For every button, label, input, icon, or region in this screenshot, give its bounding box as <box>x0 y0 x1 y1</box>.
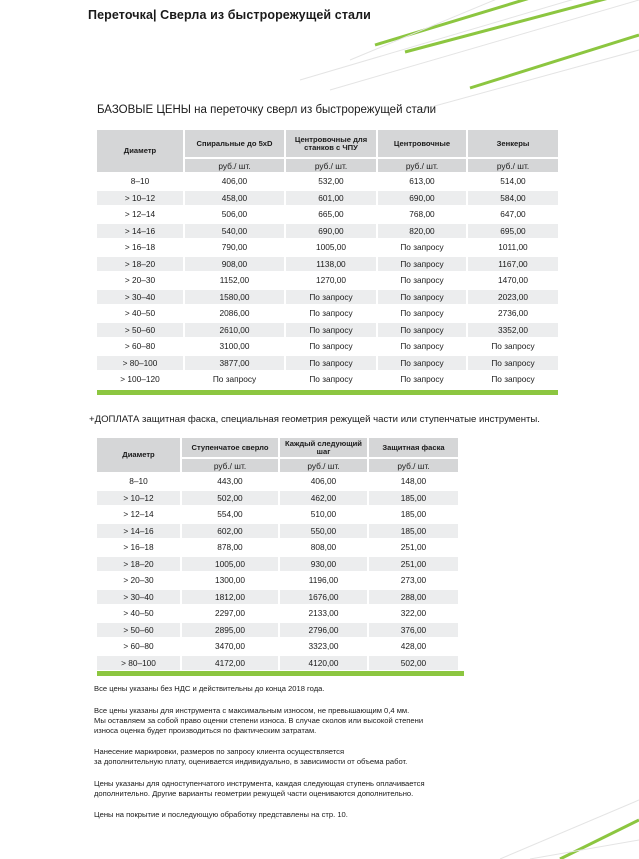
unit-label: руб./ шт. <box>468 159 558 172</box>
table-row <box>97 656 458 671</box>
table-row <box>97 606 458 621</box>
diameter-cell: > 100–120 <box>97 372 183 387</box>
price-cell: 406,00 <box>280 474 367 489</box>
price-cell: 1270,00 <box>286 273 376 288</box>
surcharge-table <box>95 436 460 672</box>
price-cell: 690,00 <box>378 191 466 206</box>
price-cell: 251,00 <box>369 540 458 555</box>
base-prices-table <box>95 128 560 389</box>
table-row <box>97 491 458 506</box>
col-countersink: Зенкеры <box>468 130 558 157</box>
price-cell: 406,00 <box>185 174 284 189</box>
price-cell: 540,00 <box>185 224 284 239</box>
price-cell: 3352,00 <box>468 323 558 338</box>
diameter-cell: > 50–60 <box>97 623 180 638</box>
green-divider <box>97 390 558 395</box>
table-row <box>97 290 558 305</box>
diameter-cell: > 14–16 <box>97 224 183 239</box>
table-row <box>97 240 558 255</box>
price-cell: По запросу <box>378 339 466 354</box>
price-cell: 2610,00 <box>185 323 284 338</box>
col-chamfer: Защитная фаска <box>369 438 458 457</box>
table-row <box>97 323 558 338</box>
price-cell: 3877,00 <box>185 356 284 371</box>
price-cell: 1196,00 <box>280 573 367 588</box>
table-row <box>97 273 558 288</box>
price-cell: 554,00 <box>182 507 278 522</box>
price-cell: 3323,00 <box>280 639 367 654</box>
green-divider <box>97 671 464 676</box>
price-cell: 1011,00 <box>468 240 558 255</box>
price-cell: По запросу <box>286 372 376 387</box>
price-cell: 428,00 <box>369 639 458 654</box>
price-cell: 2023,00 <box>468 290 558 305</box>
price-cell: По запросу <box>286 356 376 371</box>
table-row <box>97 356 558 371</box>
price-cell: По запросу <box>378 273 466 288</box>
price-cell: 514,00 <box>468 174 558 189</box>
unit-label: руб./ шт. <box>182 459 278 472</box>
price-cell: По запросу <box>378 372 466 387</box>
diameter-cell: > 16–18 <box>97 540 180 555</box>
price-cell: По запросу <box>468 356 558 371</box>
note-paragraph: Цены на покрытие и последующую обработку представлены на стр. 10. <box>94 810 348 819</box>
diameter-cell: > 14–16 <box>97 524 180 539</box>
table-row <box>97 557 458 572</box>
diameter-cell: > 18–20 <box>97 257 183 272</box>
diameter-cell: > 80–100 <box>97 656 180 671</box>
price-cell: 930,00 <box>280 557 367 572</box>
col-step-drill: Ступенчатое сверло <box>182 438 278 457</box>
table-row <box>97 507 458 522</box>
price-cell: 3100,00 <box>185 339 284 354</box>
price-cell: 2895,00 <box>182 623 278 638</box>
price-cell: По запросу <box>378 257 466 272</box>
price-cell: 502,00 <box>369 656 458 671</box>
price-cell: 584,00 <box>468 191 558 206</box>
table-row <box>97 590 458 605</box>
base-prices-title: БАЗОВЫЕ ЦЕНЫ на переточку сверл из быстрорежущей стали <box>97 104 437 116</box>
table-row <box>97 174 558 189</box>
price-cell: 1470,00 <box>468 273 558 288</box>
table-row <box>97 639 458 654</box>
price-cell: 790,00 <box>185 240 284 255</box>
price-cell: 2086,00 <box>185 306 284 321</box>
price-cell: 462,00 <box>280 491 367 506</box>
table-row <box>97 224 558 239</box>
price-cell: По запросу <box>286 339 376 354</box>
col-center: Центровочные <box>378 130 466 157</box>
table-row <box>97 474 458 489</box>
diameter-cell: > 12–14 <box>97 507 180 522</box>
table-row <box>97 191 558 206</box>
price-cell: 2297,00 <box>182 606 278 621</box>
col-spiral: Спиральные до 5xD <box>185 130 284 157</box>
price-cell: 2133,00 <box>280 606 367 621</box>
table-row <box>97 524 458 539</box>
price-cell: 1005,00 <box>286 240 376 255</box>
diameter-cell: > 10–12 <box>97 491 180 506</box>
diameter-cell: 8–10 <box>97 474 180 489</box>
price-cell: 288,00 <box>369 590 458 605</box>
price-cell: 1812,00 <box>182 590 278 605</box>
price-cell: 251,00 <box>369 557 458 572</box>
price-cell: 602,00 <box>182 524 278 539</box>
table-row <box>97 339 558 354</box>
price-cell: 665,00 <box>286 207 376 222</box>
table-row <box>97 257 558 272</box>
unit-label: руб./ шт. <box>378 159 466 172</box>
diameter-cell: > 30–40 <box>97 590 180 605</box>
price-cell: 2796,00 <box>280 623 367 638</box>
diameter-cell: > 80–100 <box>97 356 183 371</box>
diameter-cell: > 50–60 <box>97 323 183 338</box>
price-cell: 2736,00 <box>468 306 558 321</box>
price-cell: По запросу <box>286 290 376 305</box>
price-cell: 820,00 <box>378 224 466 239</box>
price-cell: 768,00 <box>378 207 466 222</box>
price-cell: По запросу <box>286 323 376 338</box>
diameter-cell: > 12–14 <box>97 207 183 222</box>
page-title: Переточка| Сверла из быстрорежущей стали <box>88 8 371 22</box>
col-center-cnc: Центровочные для станков с ЧПУ <box>286 130 376 157</box>
price-cell: 908,00 <box>185 257 284 272</box>
price-cell: 443,00 <box>182 474 278 489</box>
price-cell: 1580,00 <box>185 290 284 305</box>
price-cell: 690,00 <box>286 224 376 239</box>
diameter-cell: > 40–50 <box>97 606 180 621</box>
surcharge-title: +ДОПЛАТА защитная фаска, специальная геометрия режущей части или ступенчатые инструменты. <box>89 414 540 425</box>
note-paragraph: Нанесение маркировки, размеров по запросу клиента осуществляется за дополнительную плату, оценивается индивидуально, в зависимости от объема работ. <box>94 747 408 766</box>
price-cell: 647,00 <box>468 207 558 222</box>
price-cell: По запросу <box>378 240 466 255</box>
price-cell: По запросу <box>378 356 466 371</box>
price-cell: 613,00 <box>378 174 466 189</box>
price-cell: 601,00 <box>286 191 376 206</box>
price-cell: 185,00 <box>369 491 458 506</box>
price-cell: 1152,00 <box>185 273 284 288</box>
table-row <box>97 207 558 222</box>
diameter-cell: > 18–20 <box>97 557 180 572</box>
col-diameter: Диаметр <box>97 438 180 472</box>
notes <box>94 684 514 832</box>
price-cell: По запросу <box>378 290 466 305</box>
col-next-step: Каждый следующий шаг <box>280 438 367 457</box>
diameter-cell: > 30–40 <box>97 290 183 305</box>
price-cell: 550,00 <box>280 524 367 539</box>
price-cell: 695,00 <box>468 224 558 239</box>
diameter-cell: > 10–12 <box>97 191 183 206</box>
price-cell: 1138,00 <box>286 257 376 272</box>
table-row <box>97 623 458 638</box>
price-cell: 1005,00 <box>182 557 278 572</box>
diameter-cell: > 20–30 <box>97 273 183 288</box>
diameter-cell: > 60–80 <box>97 639 180 654</box>
price-cell: По запросу <box>185 372 284 387</box>
price-cell: 878,00 <box>182 540 278 555</box>
price-cell: 532,00 <box>286 174 376 189</box>
price-cell: 3470,00 <box>182 639 278 654</box>
price-cell: 4172,00 <box>182 656 278 671</box>
price-cell: 502,00 <box>182 491 278 506</box>
price-cell: 148,00 <box>369 474 458 489</box>
price-cell: 510,00 <box>280 507 367 522</box>
price-cell: 1676,00 <box>280 590 367 605</box>
price-cell: 506,00 <box>185 207 284 222</box>
unit-label: руб./ шт. <box>369 459 458 472</box>
table-row <box>97 306 558 321</box>
diameter-cell: > 40–50 <box>97 306 183 321</box>
price-cell: По запросу <box>286 306 376 321</box>
table-row <box>97 372 558 387</box>
price-cell: 376,00 <box>369 623 458 638</box>
note-paragraph: Все цены указаны без НДС и действительны до конца 2018 года. <box>94 684 325 693</box>
price-cell: 1300,00 <box>182 573 278 588</box>
price-cell: По запросу <box>378 323 466 338</box>
price-cell: 4120,00 <box>280 656 367 671</box>
unit-label: руб./ шт. <box>185 159 284 172</box>
price-cell: 273,00 <box>369 573 458 588</box>
diameter-cell: 8–10 <box>97 174 183 189</box>
price-cell: По запросу <box>468 339 558 354</box>
note-paragraph: Все цены указаны для инструмента с максимальным износом, не превышающим 0,4 мм. Мы оставляем за собой право оценки степени износа. В случае сколов или высокой степени износа оценка будет производиться по фактическим затратам. <box>94 705 424 735</box>
price-cell: 808,00 <box>280 540 367 555</box>
diameter-cell: > 20–30 <box>97 573 180 588</box>
price-cell: 185,00 <box>369 507 458 522</box>
diameter-cell: > 16–18 <box>97 240 183 255</box>
unit-label: руб./ шт. <box>280 459 367 472</box>
unit-label: руб./ шт. <box>286 159 376 172</box>
table-row <box>97 573 458 588</box>
table-row <box>97 540 458 555</box>
price-cell: 185,00 <box>369 524 458 539</box>
price-cell: 322,00 <box>369 606 458 621</box>
col-diameter: Диаметр <box>97 130 183 172</box>
price-cell: По запросу <box>468 372 558 387</box>
price-cell: 1167,00 <box>468 257 558 272</box>
diameter-cell: > 60–80 <box>97 339 183 354</box>
price-cell: 458,00 <box>185 191 284 206</box>
note-paragraph: Цены указаны для одноступенчатого инструмента, каждая следующая ступень оплачивается дополнительно. Другие варианты геометрии режущей части оцениваются дополнительно. <box>94 778 425 798</box>
price-cell: По запросу <box>378 306 466 321</box>
